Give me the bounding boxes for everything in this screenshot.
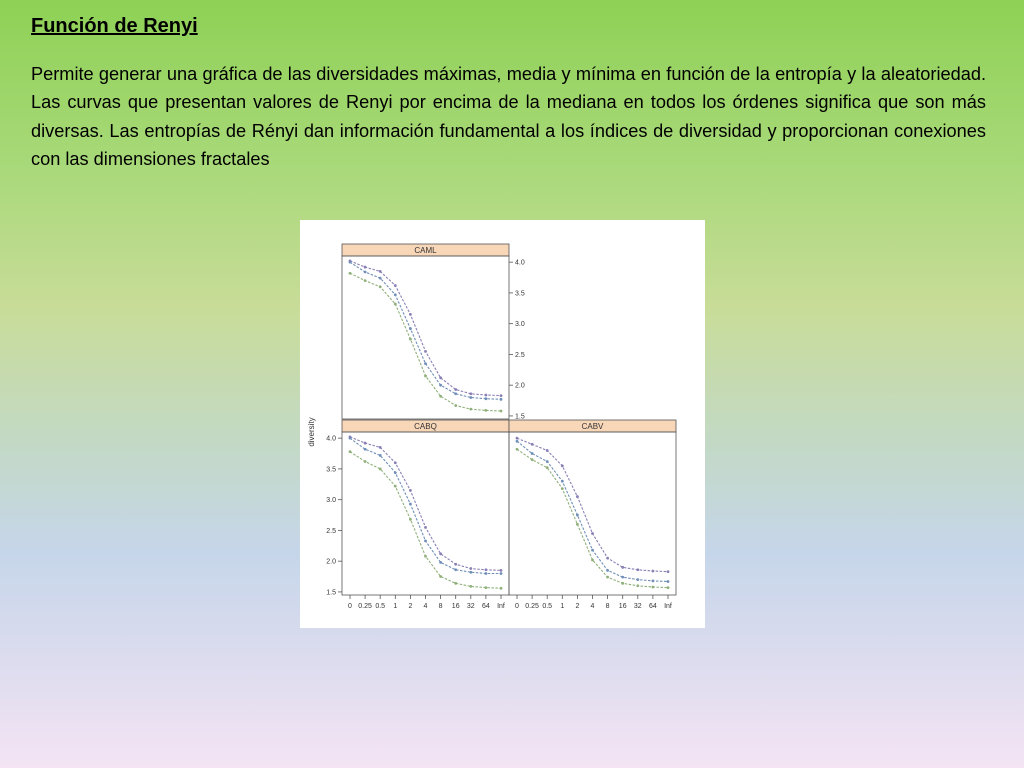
series-median-point-cabv [576,514,579,517]
x-tick-label-cabv: 0 [515,603,519,610]
y-tick-label-cabq: 3.0 [326,497,336,505]
series-max-point-cabq [439,552,442,555]
x-tick-label-cabq: 0 [348,603,352,610]
series-median-point-caml [500,398,503,401]
series-median-point-cabv [531,452,534,455]
y-axis-title: diversity [307,417,316,447]
series-max-point-cabq [379,446,382,449]
series-max-point-cabq [394,461,397,464]
panel-frame-cabq [342,432,509,595]
renyi-diversity-chart [300,220,705,628]
series-max-line-cabv [517,438,668,571]
series-min-point-cabq [454,582,457,585]
x-tick-label-cabv: 4 [590,603,595,610]
x-tick-label-cabq: 2 [408,603,413,610]
y-tick-label-cabq: 2.0 [326,558,336,566]
series-median-point-cabq [500,572,503,575]
x-tick-label-cabv: Inf [664,603,672,610]
series-min-point-cabv [516,448,519,451]
x-tick-label-cabq: 8 [438,603,443,610]
series-max-point-cabv [516,437,519,440]
series-max-point-cabq [485,568,488,571]
series-median-point-caml [485,397,488,400]
series-max-point-cabq [409,489,412,492]
series-median-point-caml [439,384,442,387]
series-min-point-cabv [561,487,564,490]
series-min-point-cabv [636,584,639,587]
series-min-point-cabv [606,576,609,579]
series-median-point-caml [394,293,397,296]
x-tick-label-cabv: 8 [605,603,610,610]
series-median-point-caml [469,396,472,399]
series-min-point-cabq [424,555,427,558]
series-median-point-cabq [409,503,412,506]
series-min-point-cabq [439,575,442,578]
series-min-point-caml [424,375,427,378]
panel-frame-cabv [509,432,676,595]
series-max-point-cabq [469,567,472,570]
series-max-point-caml [409,313,412,316]
x-tick-label-cabq: 1 [393,603,398,610]
y-tick-label-caml: 3.0 [515,321,525,329]
series-max-point-cabq [424,526,427,529]
series-max-point-caml [485,394,488,397]
slide-title: Función de Renyi [31,15,198,37]
series-median-point-cabv [667,580,670,583]
series-median-point-cabv [621,576,624,579]
y-tick-label-caml: 4.0 [515,259,525,267]
series-min-point-cabq [409,518,412,521]
y-tick-label-caml: 1.5 [515,413,525,421]
series-median-line-caml [350,262,501,399]
y-tick-label-cabq: 2.5 [326,527,336,535]
series-max-point-cabv [561,464,564,467]
series-median-point-cabq [349,437,352,440]
series-max-point-cabv [667,570,670,573]
series-median-point-caml [409,327,412,330]
series-max-point-cabq [500,569,503,572]
series-max-point-cabv [652,570,655,573]
x-tick-label-cabq: 4 [423,603,428,610]
x-tick-label-cabq: 0.5 [375,603,386,610]
x-tick-label-cabq: 0.25 [358,603,372,610]
series-min-point-caml [500,410,503,413]
series-median-point-cabq [364,448,367,451]
x-tick-label-cabv: 0.25 [525,603,539,610]
series-min-line-caml [350,273,501,411]
x-tick-label-cabv: 1 [560,603,565,610]
series-median-point-cabq [454,568,457,571]
series-min-point-cabq [394,485,397,488]
series-min-point-caml [364,279,367,282]
series-median-point-cabq [424,539,427,542]
series-median-point-cabv [636,578,639,581]
x-tick-label-cabv: 16 [618,603,627,610]
y-tick-label-caml: 3.5 [515,290,525,298]
series-median-point-caml [424,362,427,365]
series-min-point-cabv [546,466,549,469]
series-max-point-caml [454,388,457,391]
series-min-line-cabq [350,452,501,589]
series-min-point-caml [379,285,382,288]
series-min-point-cabq [500,587,503,590]
y-tick-label-cabq: 1.5 [326,589,336,597]
series-max-point-cabv [576,495,579,498]
series-median-point-cabv [652,579,655,582]
series-max-point-caml [379,270,382,273]
series-max-point-caml [500,394,503,397]
series-max-point-cabv [591,532,594,535]
series-min-point-caml [485,409,488,412]
x-tick-label-cabv: 2 [575,603,580,610]
series-min-point-cabv [667,586,670,589]
series-min-point-caml [349,272,352,275]
series-median-point-cabq [379,454,382,457]
x-tick-label-cabv: 64 [649,603,657,610]
series-median-point-cabv [591,549,594,552]
y-tick-label-caml: 2.0 [515,382,525,390]
series-max-point-cabq [364,442,367,445]
series-median-point-cabv [516,440,519,443]
y-tick-label-cabq: 4.0 [326,435,336,443]
series-max-point-caml [439,376,442,379]
x-tick-label-cabq: 64 [482,603,490,610]
series-min-point-caml [394,303,397,306]
series-min-point-caml [409,338,412,341]
series-max-point-cabv [546,449,549,452]
series-min-line-cabv [517,449,668,587]
series-min-point-cabv [591,559,594,562]
series-min-point-caml [439,395,442,398]
series-median-point-cabq [439,561,442,564]
series-min-point-cabv [531,458,534,461]
series-max-point-cabv [606,557,609,560]
y-tick-label-caml: 2.5 [515,351,525,359]
series-median-line-cabq [350,438,501,573]
series-max-line-cabq [350,437,501,571]
panel-frame-caml [342,256,509,419]
series-min-point-cabq [379,468,382,471]
slide-body-text: Permite generar una gráfica de las diversidades máximas, media y mínima en función de la entropía y la aleatoriedad. Las curvas que presentan valores de Renyi por encima de la mediana en todos los órdenes significa que son más diversas. Las entropías de Rényi dan información fundamental a los índices de diversidad y proporcionan conexiones con las dimensiones fractales [31,64,986,169]
y-tick-label-cabq: 3.5 [326,466,336,474]
panel-label-cabq: CABQ [414,422,437,431]
series-median-point-caml [454,392,457,395]
series-min-point-cabv [621,582,624,585]
chart-canvas [300,220,705,628]
series-max-point-cabq [454,563,457,566]
series-median-point-cabq [394,471,397,474]
x-tick-label-cabv: 32 [633,603,642,610]
x-tick-label-cabv: 0.5 [542,603,553,610]
series-min-point-caml [454,404,457,407]
series-min-point-cabv [576,523,579,526]
series-max-point-cabv [621,566,624,569]
x-tick-label-cabq: 16 [451,603,460,610]
series-median-point-cabv [561,480,564,483]
series-max-point-caml [394,284,397,287]
panel-label-caml: CAML [414,246,437,255]
series-max-point-caml [469,392,472,395]
series-min-point-cabq [349,450,352,453]
series-max-point-caml [424,350,427,353]
series-min-point-cabq [469,585,472,588]
x-tick-label-cabq: 32 [466,603,475,610]
series-min-point-cabv [652,586,655,589]
series-min-point-cabq [364,460,367,463]
series-min-point-cabq [485,586,488,589]
series-max-point-cabv [636,568,639,571]
x-tick-label-cabq: Inf [497,603,505,610]
series-max-point-caml [364,266,367,269]
series-median-point-cabq [469,571,472,574]
series-median-point-caml [364,271,367,274]
series-min-point-caml [469,408,472,411]
series-max-point-cabv [531,443,534,446]
panel-label-cabv: CABV [581,422,604,431]
series-median-point-caml [379,277,382,280]
series-median-point-cabv [606,569,609,572]
series-median-point-cabv [546,460,549,463]
series-median-point-caml [349,261,352,264]
series-median-point-cabq [485,572,488,575]
